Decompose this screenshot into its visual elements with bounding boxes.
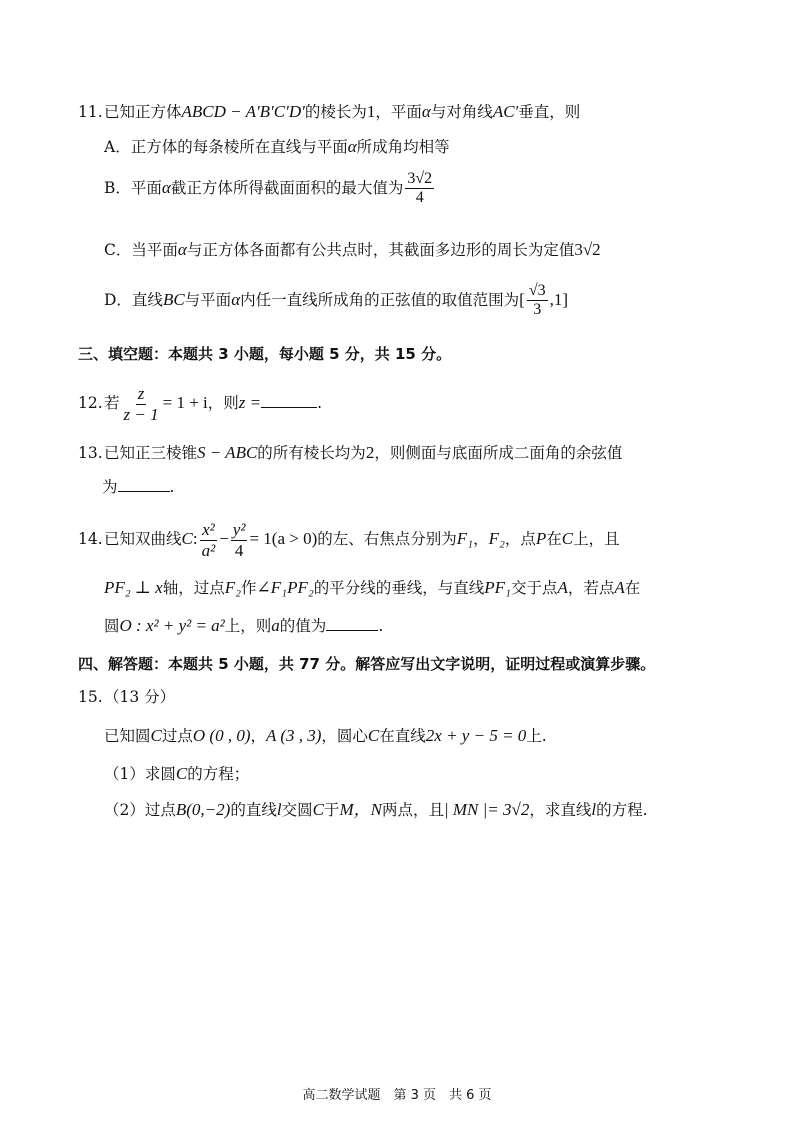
q14-fraction-x: $\frac{\text{x²}}{\text{a²}}$ (201, 520, 216, 560)
q11-b-fraction: $\frac{3√2}{4}$ (407, 170, 433, 207)
q14-line1: 14.已知双曲线C: $\frac{\text{x²}}{\text{a²}}$ − $\frac{\text{y²}}{4}$ = 1(a > 0)的左、右焦点分别为F₁，F₂，点P在C上，且 (78, 520, 620, 560)
q14-line2: PF₂ ⊥ x轴，过点F₂作∠F₁PF₂的平分线的垂线，与直线PF₁交于点A，若点A在 (104, 578, 641, 597)
q13-answer-blank (118, 477, 170, 492)
q15-stem: 已知圆C过点O (0 , 0)，A (3 , 3)，圆心C在直线2x + y − 5 = 0上. (104, 726, 547, 745)
q12-answer-blank (261, 393, 317, 408)
q11-number: 11. (78, 103, 103, 121)
q15-part1: （1）求圆C的方程； (104, 764, 250, 783)
q14-line3: 圆O : x² + y² = a²上，则a的值为 . (104, 616, 384, 635)
q13-line2: 为 . (102, 478, 175, 496)
section-title-fill-blank: 三、填空题：本题共 3 小题，每小题 5 分，共 15 分。 (78, 345, 452, 363)
q11-option-a: A．正方体的每条棱所在直线与平面α所成角均相等 (104, 137, 450, 156)
q13-line1: 13.已知正三棱锥S − ABC的所有棱长均为2，则侧面与底面所成二面角的余弦值 (78, 443, 623, 462)
section-title-solutions: 四、解答题：本题共 5 小题，共 77 分。解答应写出文字说明，证明过程或演算步骤。 (78, 655, 656, 673)
q12: 12.若 $\frac{z}{z - 1}$ = 1 + i，则z = . (78, 384, 323, 424)
page-footer: 高二数学试题 第 3 页 共 6 页 (302, 1088, 492, 1103)
q11-d-fraction: $\frac{√3}{3}$ (528, 282, 546, 319)
q14-fraction-y: $\frac{\text{y²}}{4}$ (232, 520, 246, 560)
q11-option-b: B．平面α截正方体所得截面面积的最大值为 $\frac{3√2}{4}$ (104, 170, 433, 207)
q12-fraction: $\frac{z}{z - 1}$ (123, 384, 159, 424)
q11-option-d: D．直线BC与平面α内任一直线所成角的正弦值的取值范围为[ $\frac{√3}{3}$ ,1] (104, 282, 569, 319)
q15-part2: （2）过点B(0,−2)的直线l交圆C于M，N两点，且| MN |= 3√2，求直线l的方程. (104, 800, 648, 819)
q11-option-c: C．当平面α与正方体各面都有公共点时，其截面多边形的周长为定值3√2 (104, 240, 601, 259)
q14-answer-blank (326, 616, 378, 631)
q15-header: 15.（13 分） (78, 688, 176, 706)
q11-stem: 11.已知正方体ABCD − A′B′C′D′的棱长为1，平面α与对角线AC′垂直，则 (78, 102, 581, 121)
